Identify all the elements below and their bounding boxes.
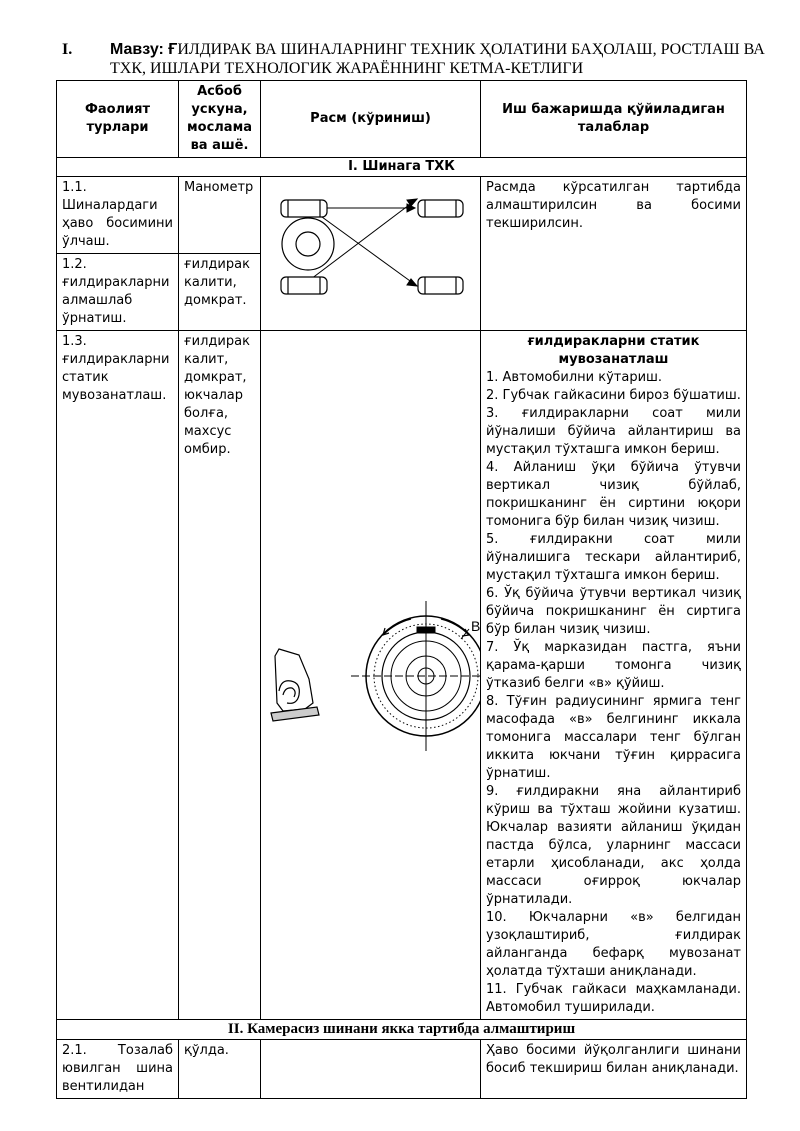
heading-lead: Мавзу: Ғ (110, 41, 178, 58)
section-title-2: II. Камерасиз шинани якка тартибда алмаштириш (57, 1020, 747, 1040)
balancing-requirements-cell (481, 331, 747, 1020)
tools-cell: қўлда. (179, 1040, 261, 1099)
requirements-cell: Ҳаво босими йўқолганлиги шинани босиб текшириш билан аниқланади. (481, 1040, 747, 1099)
activity-cell: 1.1. Шиналардаги ҳаво босимини ўлчаш. (57, 177, 179, 254)
header-requirements: Иш бажаришда қўйиладиган талаблар (481, 81, 747, 158)
balancing-step: 2. Губчак гайкасини бироз бўшатиш. (486, 388, 741, 403)
balancing-step: 5. ғилдиракни соат мили йўналишига тескари айлантириб, мустақил тўхташга имкон бериш. (486, 532, 741, 583)
balancing-steps-list (486, 369, 741, 1017)
wheel-balancing-diagram (261, 331, 481, 781)
header-tools: Асбоб ускуна, мослама ва ашё. (179, 81, 261, 158)
balancing-step: 11. Губчак гайкаси маҳкамланади. Автомобил туширилади. (486, 982, 741, 1015)
balancing-step: 1. Автомобилни кўтариш. (486, 370, 663, 385)
tools-cell: ғилдирак калити, домкрат. (179, 254, 261, 331)
activity-cell: 2.1. Тозалаб ювилган шина вентилидан (57, 1040, 179, 1099)
balancing-step: 9. ғилдиракни яна айлантириб кўриш ва тўхташ жойини кузатиш. Юкчалар вазияти айланиш ўқидан пастда бўлса, уларнинг массаси етарли ҳисобланади, акс ҳолда массаси оғирроқ юкчалар ўрнатилади. (486, 784, 741, 907)
table-row (57, 331, 747, 1020)
activity-cell: 1.2. ғилдиракларни алмашлаб ўрнатиш. (57, 254, 179, 331)
balancing-step: 8. Тўғин радиусининг ярмига тенг масофада «в» белгининг иккала томонига массалари тенг бўлган иккита юкчани тўғин қиррасига ўрнатиш. (486, 694, 741, 781)
balancing-step: 3. ғилдиракларни соат мили йўналиши бўйича айлантириш ва мустақил тўхташга имкон бериш. (486, 406, 741, 457)
activity-cell: 1.3. ғилдиракларни статик мувозанатлаш. (57, 331, 179, 1020)
heading-text (110, 40, 770, 78)
balancing-step: 7. Ўқ марказидан пастга, яъни қарама-қарши томонга чизиқ ўтказиб белги «в» қўйиш. (486, 640, 741, 691)
header-activity: Фаолият турлари (57, 81, 179, 158)
heading-title: ИЛДИРАК ВА ШИНАЛАРНИНГ ТЕХНИК ҲОЛАТИНИ БАҲОЛАШ, РОСТЛАШ ВА ТХК, ИШЛАРИ ТЕХНОЛОГИК ЖАРАЁННИНГ КЕТМА-КЕТЛИГИ (110, 41, 765, 77)
table-row (57, 177, 747, 254)
balancing-step: 10. Юкчаларни «в» белгидан узоқлаштириб, ғилдирак айланганда бефарқ мувозанат ҳолатда тўхташи аниқланади. (486, 910, 741, 979)
header-figure: Расм (кўриниш) (261, 81, 481, 158)
balancing-step: 6. Ўқ бўйича ўтувчи вертикал чизиқ бўйича покришканинг ён сиртига бўр билан чизиқ чизиш. (486, 586, 741, 637)
tire-rotation-figure (261, 177, 481, 331)
balancing-wheel-drawing (351, 601, 481, 751)
table-header-row (57, 81, 747, 158)
tire-rotation-diagram (261, 177, 481, 307)
requirements-cell: Расмда кўрсатилган тартибда алмаштирилсин ва босими текширилсин. (481, 177, 747, 331)
section-title-1: I. Шинага ТХК (57, 158, 747, 177)
tools-cell: ғилдирак калит, домкрат, юкчалар болға, махсус омбир. (179, 331, 261, 1020)
wheel-balancing-figure (261, 331, 481, 1020)
balancing-step: 4. Айланиш ўқи бўйича ўтувчи вертикал чизиқ бўйлаб, покришканинг ён сиртини юқори томонига бўр билан чизиқ чизиш. (486, 460, 741, 529)
figure-label-b: B (471, 618, 481, 634)
balancing-title: ғилдиракларни статик мувозанатлаш (527, 334, 700, 367)
section-row (57, 1020, 747, 1040)
weight-clip-drawing (271, 649, 319, 721)
section-row (57, 158, 747, 177)
heading-number: I. (62, 41, 73, 58)
figure-cell-empty (261, 1040, 481, 1099)
table-row (57, 1040, 747, 1099)
maintenance-table (56, 80, 747, 1099)
tools-cell: Манометр (179, 177, 261, 254)
